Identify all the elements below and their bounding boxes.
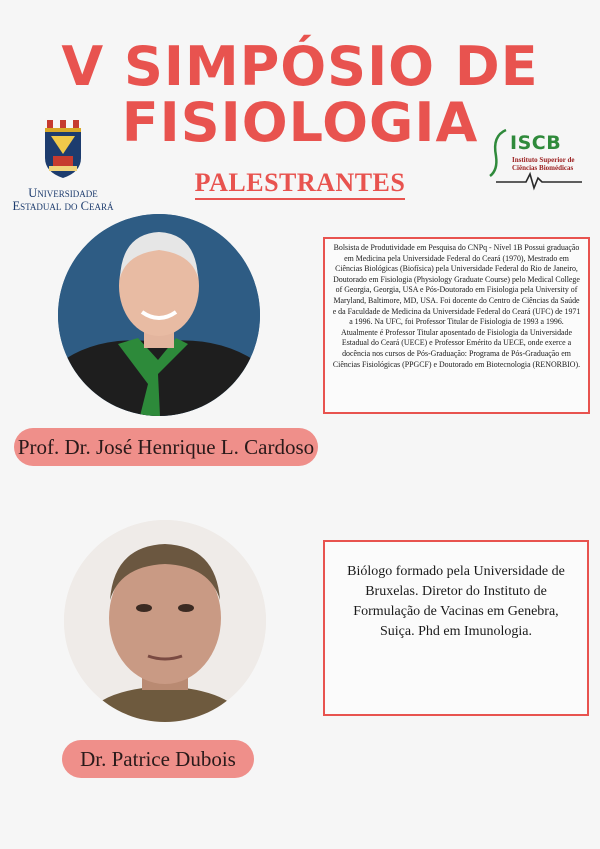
uece-logo <box>8 120 118 213</box>
speaker1-name: Prof. Dr. José Henrique L. Cardoso <box>14 428 318 466</box>
subtitle-text: PALESTRANTES <box>195 168 406 200</box>
speaker2-portrait-icon <box>64 520 266 722</box>
iscb-logo <box>486 126 586 196</box>
speaker1-bio-box <box>323 237 590 414</box>
speaker1-portrait-icon <box>58 214 260 416</box>
event-title-line2: FISIOLOGIA <box>121 91 479 154</box>
iscb-name: ISCB <box>510 132 562 154</box>
uece-crest-icon <box>41 120 85 182</box>
iscb-subtitle <box>512 156 575 172</box>
speaker1-photo <box>58 214 260 416</box>
uece-name-line2: Estadual do Ceará <box>12 199 114 213</box>
iscb-subtitle-line2: Ciências Biomédicas <box>512 164 574 172</box>
uece-name-line1: Universidade <box>28 186 98 200</box>
speaker2-name: Dr. Patrice Dubois <box>62 740 254 778</box>
iscb-subtitle-line1: Instituto Superior de <box>512 156 575 164</box>
speaker1-bio: Bolsista de Produtividade em Pesquisa do CNPq - Nível 1B Possui graduação em Medicina pela Universidade Federal do Ceará (1970), Mestrado em Ciências Biológicas (Biofísica) pela Universidade Federal do Rio de Janeiro, Doutorado em Fisiologia (Physiology Graduate Course) pelo Medical College of Georgia, Georgia, USA e Pós-Doutorado em Fisiologia pela University of Maryland, Baltimore, MD, USA. Foi docente do Centro de Ciências da Saúde e da Faculdade de Medicina da Universidade Federal do Ceará (UFC) de 1971 a 1996. Na UFC, foi Professor Titular de Fisiologia de 1993 a 1996. Atualmente é Professor Titular aposentado de Fisiologia da Universidade Estadual do Ceará (UECE) e Professor Emérito da UECE, onde exerce a docência nos cursos de Pós-Graduação: Programa de Pós-Graduação em Ciências Fisiológicas (PPGCF) e Doutorado em Biotecnologia (RENORBIO). <box>332 243 581 369</box>
speaker2-bio-box <box>323 540 589 716</box>
event-title-line1: V SIMPÓSIO DE <box>61 35 539 98</box>
speaker2-bio: Biólogo formado pela Universidade de Bruxelas. Diretor do Instituto de Formulação de Vacinas em Genebra, Suiça. Phd em Imunologia. <box>347 564 565 639</box>
speaker2-photo <box>64 520 266 722</box>
